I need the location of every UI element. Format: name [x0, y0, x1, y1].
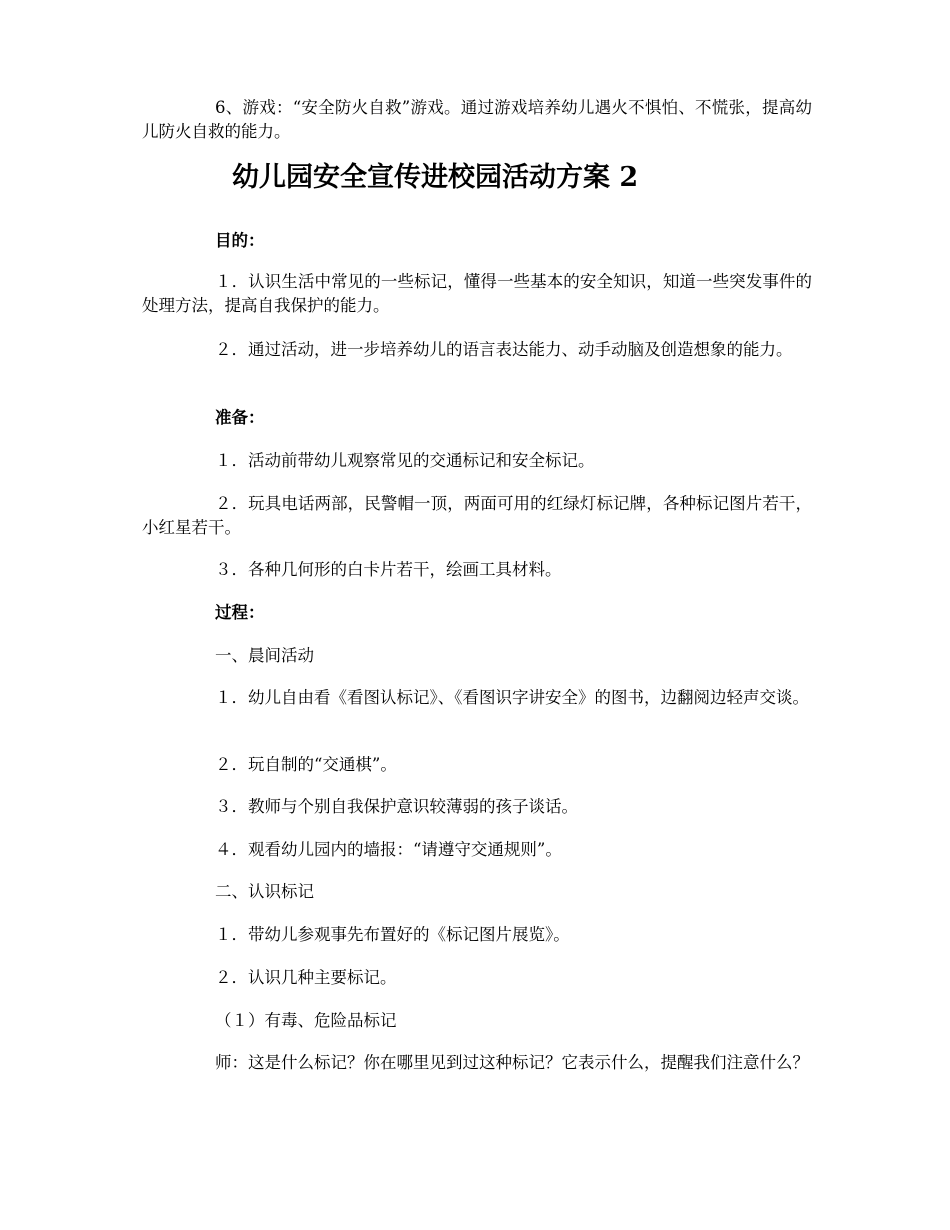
process-part2-item-4: 师：这是什么标记？你在哪里见到过这种标记？它表示什么，提醒我们注意什么？	[215, 1053, 809, 1072]
process-part2-heading: 二、认识标记	[215, 882, 314, 901]
section-heading-preparation: 准备：	[215, 408, 265, 427]
process-part1-heading: 一、晨间活动	[215, 646, 314, 665]
process-part1-item-2: ２．玩自制的“交通棋”。	[215, 755, 397, 774]
process-part1-item-3: ３．教师与个别自我保护意识较薄弱的孩子谈话。	[215, 797, 578, 816]
process-part2-item-2: ２．认识几种主要标记。	[215, 968, 397, 987]
process-part2-item-3: （１）有毒、危险品标记	[215, 1011, 397, 1030]
section-heading-goals: 目的：	[215, 231, 265, 250]
process-part1-item-4: ４．观看幼儿园内的墙报：“请遵守交通规则”。	[215, 840, 562, 859]
paragraph-game-item-6: 6、游戏：“安全防火自救”游戏。通过游戏培养幼儿遇火不惧怕、不慌张，提高幼儿防火自救的能力。	[142, 98, 812, 141]
preparation-item-1: １．活动前带幼儿观察常见的交通标记和安全标记。	[215, 451, 595, 470]
goal-item-1: １．认识生活中常见的一些标记，懂得一些基本的安全知识，知道一些突发事件的处理方法，提高自我保护的能力。	[142, 272, 812, 315]
page-title: 幼儿园安全宣传进校园活动方案 2	[232, 162, 639, 193]
section-heading-process: 过程：	[215, 603, 265, 622]
preparation-item-3: ３．各种几何形的白卡片若干，绘画工具材料。	[215, 560, 562, 579]
goal-item-2: ２．通过活动，进一步培养幼儿的语言表达能力、动手动脑及创造想象的能力。	[215, 340, 793, 359]
process-part2-item-1: １．带幼儿参观事先布置好的《标记图片展览》。	[215, 925, 570, 944]
process-part1-item-1: １．幼儿自由看《看图认标记》、《看图识字讲安全》的图书，边翻阅边轻声交谈。	[215, 688, 809, 707]
preparation-item-2: ２．玩具电话两部，民警帽一顶，两面可用的红绿灯标记牌，各种标记图片若干，小红星若干。	[142, 494, 812, 537]
